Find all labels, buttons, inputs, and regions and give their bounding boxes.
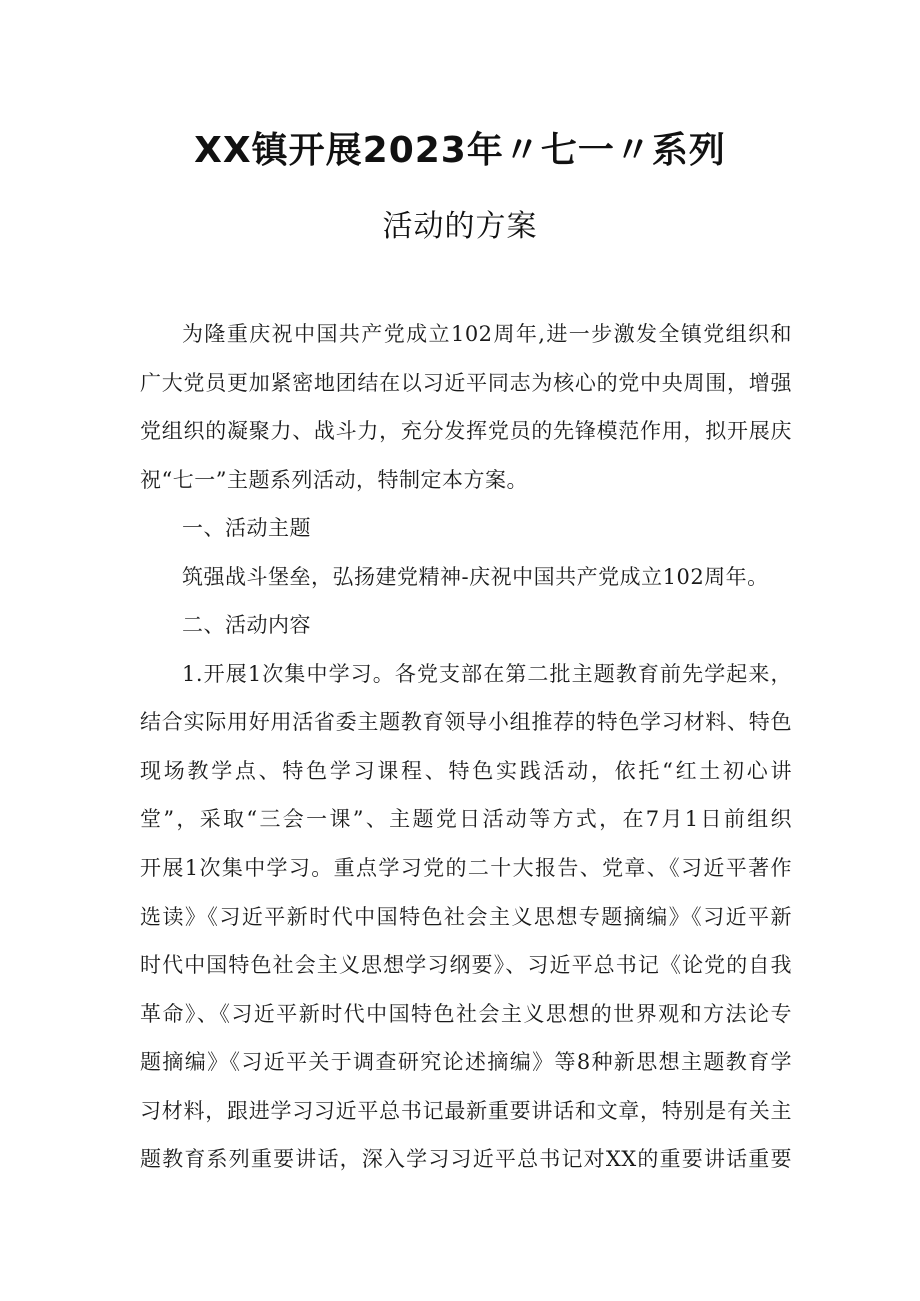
text-line: 党组织的凝聚力、战斗力，充分发挥党员的先锋模范作用，拟开展庆 <box>140 419 792 444</box>
text-line: 二、活动内容 <box>182 613 311 638</box>
text-line: 结合实际用好用活省委主题教育领导小组推荐的特色学习材料、特色 <box>140 710 792 735</box>
text-line: 开展1次集中学习。重点学习党的二十大报告、党章、《习近平著作 <box>140 856 792 881</box>
text-line: 为隆重庆祝中国共产党成立102周年,进一步激发全镇党组织和 <box>182 322 792 346</box>
document-title-line-1: XX镇开展2023年〃七一〃系列 <box>194 130 726 171</box>
text-line: 1.开展1次集中学习。各党支部在第二批主题教育前先学起来， <box>182 661 792 686</box>
text-line: 题摘编》《习近平关于调查研究论述摘编》等8种新思想主题教育学 <box>140 1050 792 1075</box>
text-line: 一、活动主题 <box>182 516 311 541</box>
text-line: 题教育系列重要讲话，深入学习习近平总书记对XX的重要讲话重要 <box>140 1147 792 1172</box>
text-line: 革命》、《习近平新时代中国特色社会主义思想的世界观和方法论专 <box>140 1001 792 1026</box>
document-title-line-2: 活动的方案 <box>382 209 538 244</box>
text-line: 广大党员更加紧密地团结在以习近平同志为核心的党中央周围，增强 <box>140 370 792 395</box>
text-line: 筑强战斗堡垒，弘扬建党精神-庆祝中国共产党成立102周年。 <box>182 564 769 589</box>
text-line: 习材料，跟进学习习近平总书记最新重要讲话和文章，特别是有关主 <box>140 1098 792 1123</box>
text-line: 时代中国特色社会主义思想学习纲要》、习近平总书记《论党的自我 <box>140 953 792 978</box>
text-line: 堂”，采取“三会一课”、主题党日活动等方式，在7月1日前组织 <box>140 807 792 832</box>
document-body <box>140 310 792 1184</box>
text-line: 祝“七一”主题系列活动，特制定本方案。 <box>140 467 528 492</box>
text-line: 现场教学点、特色学习课程、特色实践活动，依托“红土初心讲 <box>140 758 792 783</box>
text-line: 选读》《习近平新时代中国特色社会主义思想专题摘编》《习近平新 <box>140 904 792 929</box>
